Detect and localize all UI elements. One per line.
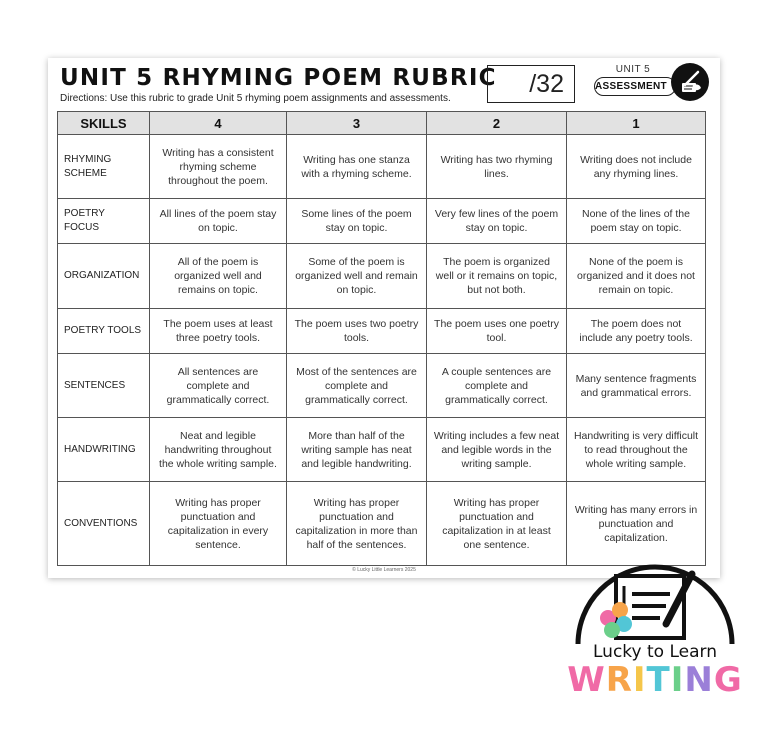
table-row: [58, 308, 706, 353]
rubric-cell: Writing has a consistent rhyming scheme throughout the poem.: [150, 135, 287, 199]
table-row: [58, 244, 706, 308]
rubric-cell: None of the lines of the poem stay on topic.: [567, 199, 706, 244]
rubric-cell: Handwriting is very difficult to read throughout the whole writing sample.: [567, 418, 706, 482]
table-row: [58, 135, 706, 199]
skill-rhyming-scheme: [58, 135, 150, 199]
rubric-cell: A couple sentences are complete and grammatically correct.: [427, 353, 567, 417]
skill-organization: ORGANIZATION: [58, 244, 150, 308]
rubric-cell: Writing includes a few neat and legible words in the writing sample.: [427, 418, 567, 482]
badge-letter: G: [713, 660, 743, 700]
rubric-cell: The poem uses one poetry tool.: [427, 308, 567, 353]
rubric-cell: The poem is organized well or it remains on topic, but not both.: [427, 244, 567, 308]
rubric-cell: Very few lines of the poem stay on topic.: [427, 199, 567, 244]
copyright-text: © Lucky Little Learners 2025: [352, 567, 416, 573]
rubric-cell: The poem uses at least three poetry tools.: [150, 308, 287, 353]
badge-letter: R: [605, 660, 633, 700]
rubric-cell: Neat and legible handwriting throughout the whole writing sample.: [150, 418, 287, 482]
rubric-cell: Writing has one stanza with a rhyming scheme.: [287, 135, 427, 199]
rubric-cell: The poem does not include any poetry tools.: [567, 308, 706, 353]
rubric-cell: None of the poem is organized and it does not remain on topic.: [567, 244, 706, 308]
rubric-cell: More than half of the writing sample has neat and legible handwriting.: [287, 418, 427, 482]
badge-letter: W: [567, 660, 606, 700]
table-row: [58, 199, 706, 244]
unit-label: UNIT 5: [615, 64, 651, 75]
skill-label: POETRY FOCUS: [64, 208, 105, 234]
rubric-cell: Writing does not include any rhyming lines.: [567, 135, 706, 199]
column-header-1: 1: [567, 112, 706, 135]
lucky-to-learn-writing-badge: [567, 546, 743, 716]
rubric-cell: All of the poem is organized well and remains on topic.: [150, 244, 287, 308]
rubric-cell: The poem uses two poetry tools.: [287, 308, 427, 353]
badge-letter: N: [684, 660, 714, 700]
rubric-cell: Some of the poem is organized well and remain on topic.: [287, 244, 427, 308]
badge-letter: I: [670, 660, 685, 700]
badge-writing-text: [567, 660, 743, 700]
column-header-4: 4: [150, 112, 287, 135]
skill-poetry-tools: POETRY TOOLS: [58, 308, 150, 353]
rubric-cell: Writing has proper punctuation and capitalization in at least one sentence.: [427, 482, 567, 566]
rubric-cell: Writing has two rhyming lines.: [427, 135, 567, 199]
badge-letter: T: [646, 660, 671, 700]
rubric-cell: All sentences are complete and grammatically correct.: [150, 353, 287, 417]
column-header-3: 3: [287, 112, 427, 135]
table-row: [58, 418, 706, 482]
rubric-cell: All lines of the poem stay on topic.: [150, 199, 287, 244]
table-row: [58, 353, 706, 417]
rubric-cell: Writing has proper punctuation and capitalization in more than half of the sentences.: [287, 482, 427, 566]
column-header-skills: SKILLS: [58, 112, 150, 135]
column-header-2: 2: [427, 112, 567, 135]
badge-letter: I: [632, 660, 647, 700]
skill-conventions: CONVENTIONS: [58, 482, 150, 566]
skill-poetry-focus: [58, 199, 150, 244]
badge-line2: [564, 660, 746, 700]
rubric-cell: Writing has proper punctuation and capitalization in every sentence.: [150, 482, 287, 566]
rubric-cell: Many sentence fragments and grammatical errors.: [567, 353, 706, 417]
skill-sentences: SENTENCES: [58, 353, 150, 417]
notebook-pencil-icon: [570, 546, 740, 646]
score-box: /32: [487, 65, 575, 103]
skill-handwriting: HANDWRITING: [58, 418, 150, 482]
rubric-cell: Some lines of the poem stay on topic.: [287, 199, 427, 244]
directions-text: Directions: Use this rubric to grade Unit 5 rhyming poem assignments and assessments.: [60, 93, 451, 104]
rubric-cell: Most of the sentences are complete and grammatically correct.: [287, 353, 427, 417]
page-title: UNIT 5 RHYMING POEM RUBRIC: [60, 65, 497, 91]
table-header-row: [58, 112, 706, 135]
skill-label: RHYMING SCHEME: [64, 153, 112, 179]
rubric-cell: Writing has many errors in punctuation and capitalization.: [567, 482, 706, 566]
rubric-table: [57, 111, 706, 566]
assessment-label: ASSESSMENT: [594, 77, 676, 96]
writing-hand-icon: [671, 63, 709, 101]
badge-line1: Lucky to Learn: [593, 642, 717, 662]
